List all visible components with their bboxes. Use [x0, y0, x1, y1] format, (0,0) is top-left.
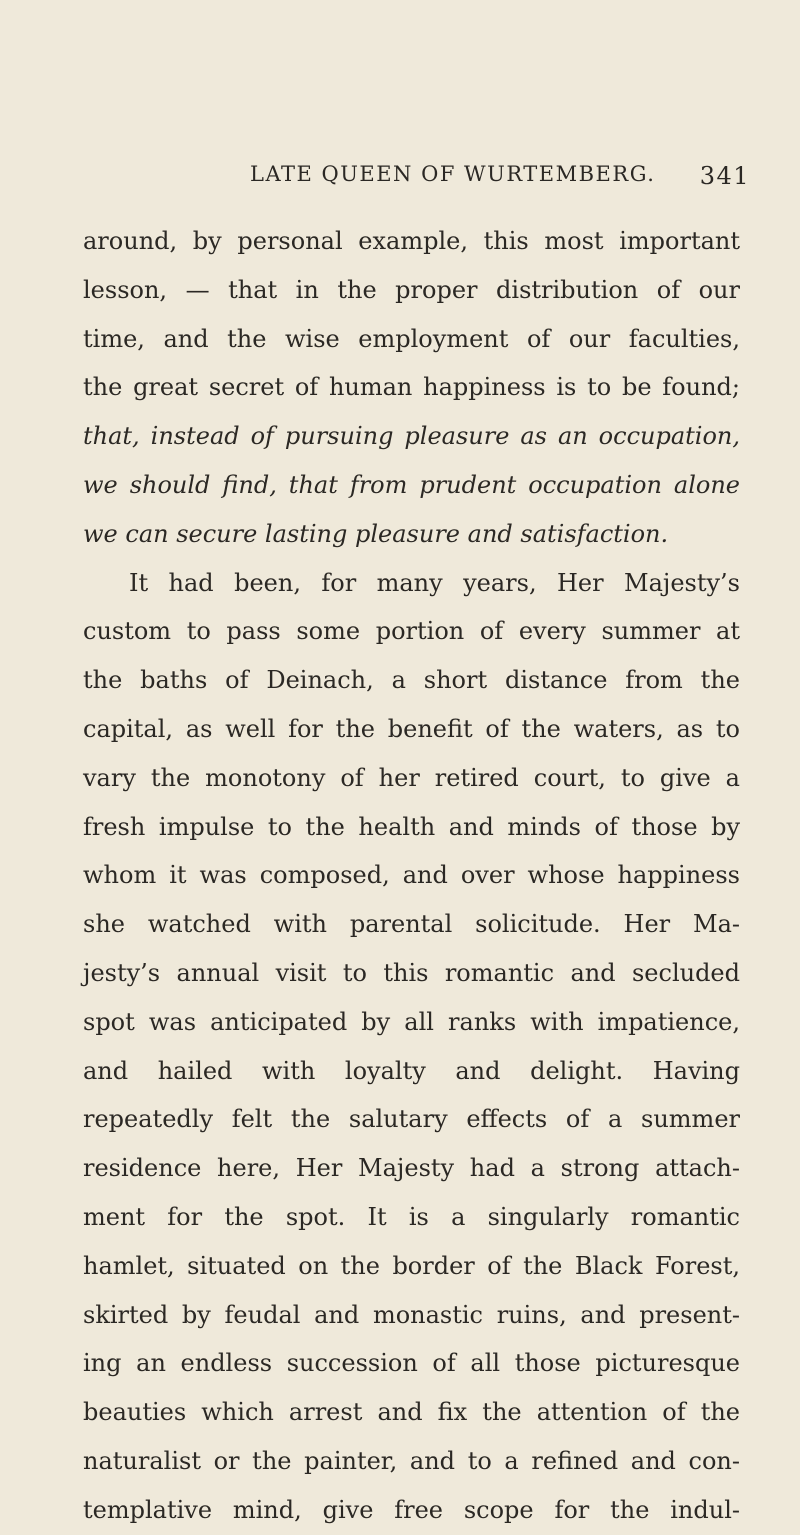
text-line-italic: that, instead of pursuing pleasure as an occupation,: [83, 422, 740, 451]
running-title: LATE QUEEN OF WURTEMBERG.: [250, 162, 656, 186]
text-line: skirted by feudal and monastic ruins, and present-: [83, 1300, 740, 1329]
text-line: capital, as well for the benefit of the waters, as to: [83, 714, 740, 743]
text-line: repeatedly felt the salutary effects of a summer: [83, 1105, 740, 1134]
text-line: fresh impulse to the health and minds of those by: [83, 812, 740, 841]
text-line: around, by personal example, this most important: [83, 227, 740, 255]
text-line-italic: we can secure lasting pleasure and satisfaction.: [83, 519, 669, 548]
text-line: beauties which arrest and fix the attention of the: [83, 1398, 740, 1427]
body-text: [83, 217, 740, 1535]
running-head: [250, 162, 750, 202]
text-line: ment for the spot. It is a singularly romantic: [83, 1202, 740, 1231]
text-line: naturalist or the painter, and to a refined and con-: [83, 1446, 740, 1475]
text-line: jesty’s annual visit to this romantic and secluded: [83, 958, 740, 987]
text-line: residence here, Her Majesty had a strong attach-: [83, 1154, 740, 1183]
text-line: hamlet, situated on the border of the Black Forest,: [83, 1251, 740, 1280]
text-line: custom to pass some portion of every summer at: [83, 617, 740, 646]
text-line: time, and the wise employment of our faculties,: [83, 324, 740, 353]
paragraph-start-line: It had been, for many years, Her Majesty’s: [129, 568, 740, 597]
text-line: vary the monotony of her retired court, to give a: [83, 763, 740, 792]
text-line: templative mind, give free scope for the indul-: [83, 1495, 740, 1524]
text-line: the baths of Deinach, a short distance from the: [83, 666, 740, 695]
text-line: whom it was composed, and over whose happiness: [83, 861, 740, 890]
text-line: and hailed with loyalty and delight. Having: [83, 1056, 740, 1085]
text-line: lesson, — that in the proper distribution of our: [83, 275, 740, 304]
text-line: ing an endless succession of all those picturesque: [83, 1349, 740, 1378]
page-number: 341: [699, 162, 750, 190]
text-line: spot was anticipated by all ranks with impatience,: [83, 1007, 740, 1036]
text-line: the great secret of human happiness is to be found;: [83, 373, 740, 402]
text-line-italic: we should find, that from prudent occupation alone: [83, 470, 740, 499]
text-line: she watched with parental solicitude. Her Ma-: [83, 910, 740, 939]
